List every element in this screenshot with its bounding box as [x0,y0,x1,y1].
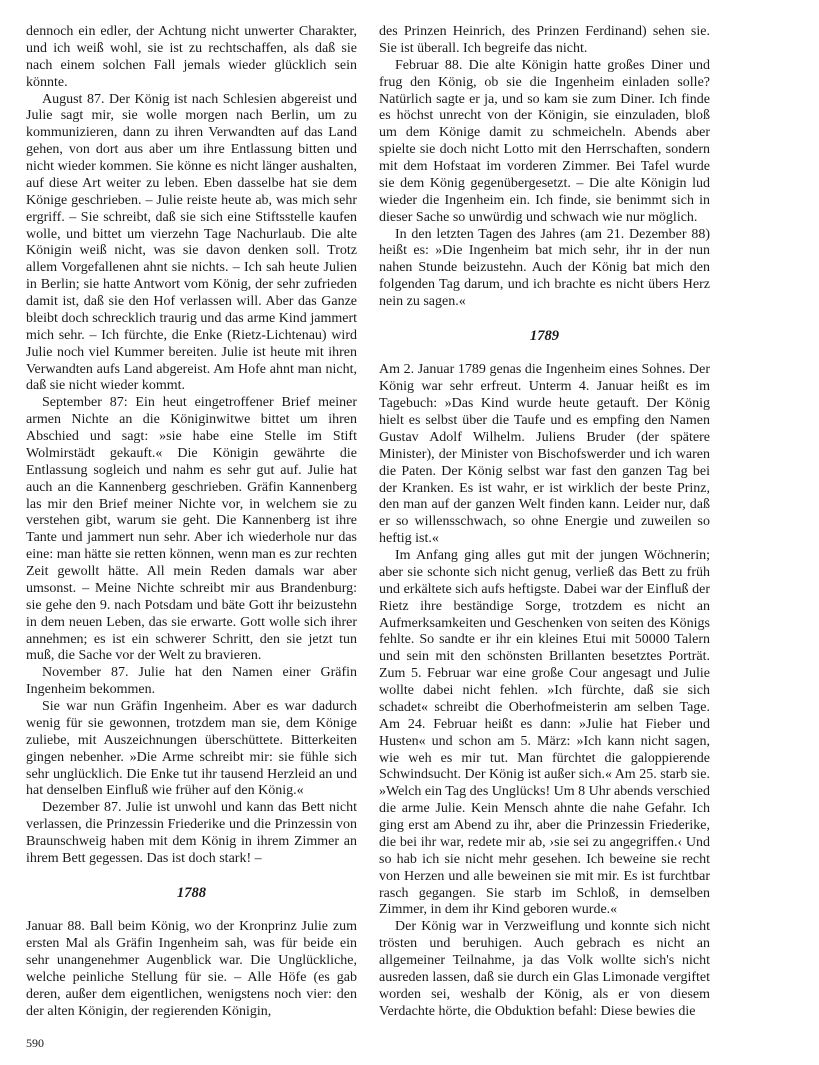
paragraph: Im Anfang ging alles gut mit der jungen Wöchnerin; aber sie schonte sich nicht genug, verließ das Bett zu früh und erkältete sich aufs heftigste. Dabei war der Einfluß der Rietz ihre beständige Sorge, trotzdem es nicht an Aufmerksamkeiten und Geschenken von seiten des Königs fehlte. So sandte er ihr ein kleines Etui mit 50000 Talern und sein mit den schönsten Brillanten besetztes Porträt. Zum 5. Februar war eine große Cour angesagt und Julie wollte dabei nicht fehlen. »Ich fürchte, daß sie sich schadet« schreibt die Oberhofmeisterin am selben Tage. Am 24. Februar heißt es dann: »Julie hat Fieber und Husten« und schon am 5. März: »Ich kann nicht sagen, wie weh es mir tut. Man fürchtet die galoppierende Schwindsucht. Der König ist außer sich.« Am 25. starb sie. »Welch ein Tag des Unglücks! Um 8 Uhr abends verschied die arme Julie. Kein Mensch ahnte die nahe Gefahr. Ich ging erst am Abend zu ihr, aber die Prinzessin Friederike, die bei ihr war, redete mir ab, ›sie sei zu angegriffen.‹ Und so hab ich sie nicht mehr gesehen. Ich beweine sie recht von Herzen und alle beweinen sie mit mir. Es ist furchtbar rasch gegangen. Sie starb im Schloß, in demselben Zimmer, in dem ihr Kind geboren wurde.« [379,548,710,918]
year-heading: 1788 [176,884,207,901]
paragraph: November 87. Julie hat den Namen einer Gräfin Ingenheim bekommen. [26,665,357,698]
page-number: 590 [26,1036,44,1050]
paragraph: In den letzten Tagen des Jahres (am 21. Dezember 88) heißt es: »Die Ingenheim bat mich sehr, ihr in der nun nahen Stunde beizustehn. Auch der König bat mich den folgenden Tag darum, und ich brachte es nicht übers Herz nein zu sagen.« [379,226,710,309]
paragraph: Der König war in Verzweiflung und konnte sich nicht trösten und beruhigen. Auch gebrach es nicht an allgemeiner Teilnahme, ja das Volk wollte sich's nicht ausreden lassen, daß sie durch ein Glas Limonade vergiftet worden sei, weshalb der König, als er von diesem Verdachte hörte, die Obduktion befahl: Diese bewies die [379,919,710,1019]
paragraph: September 87: Ein heut eingetroffener Brief meiner armen Nichte an die Königinwitwe bittet um ihren Abschied und sagt: »sie habe eine Stelle im Stift Wolmirstädt gekauft.« Die Königin gewährte die Entlassung sogleich und nahm es sehr gut auf. Julie hat auch an die Kannenberg geschrieben. Gräfin Kannenberg las mir den Brief meiner Nichte vor, in welchem sie zu verstehen gibt, warum sie geht. Die Kannenberg ist ihre Tante und jammert nun sehr. Aber ich wiederhole nur das eine: man hätte sie retten können, wenn man es zur rechten Zeit gewollt hätte. All mein Reden damals war aber umsonst. – Meine Nichte schreibt mir aus Brandenburg: sie gehe den 9. nach Potsdam und bäte Gott ihr beizustehn in dem neuen Leben, das sie erwarte. Gott wolle sich ihrer annehmen; es ist ein schwerer Schritt, den sie jetzt tun muß, die Sache vor der Welt zu bravieren. [26,395,357,664]
paragraph: Am 2. Januar 1789 genas die Ingenheim eines Sohnes. Der König war sehr erfreut. Unterm 4. Januar heißt es im Tagebuch: »Das Kind wurde heute getauft. Der König hielt es selbst über die Taufe und es empfing den Namen Gustav Adolf Wilhelm. Juliens Bruder (der spätere Minister), der Minister von Bischofswerder und ich waren die Paten. Der König selbst war fast den ganzen Tag bei der Kranken. Es ist wahr, er ist wirklich der beste Prinz, den man auf der ganzen Welt finden kann. Leider nur, daß er so willensschwach, so ohne Energie und zuweilen so heftig ist.« [379,362,710,547]
paragraph: Sie war nun Gräfin Ingenheim. Aber es war dadurch wenig für sie gewonnen, trotzdem man sie, dem Könige zuliebe, mit Auszeichnungen überschüttete. Bitterkeiten gingen nebenher. »Die Arme schreibt mir: sie fühle sich sehr unglücklich. Die Enke tut ihr tausend Herzleid an und hat denselben Einfluß wie früher auf den König.« [26,699,357,799]
paragraph: Januar 88. Ball beim König, wo der Kronprinz Julie zum ersten Mal als Gräfin Ingenheim sah, was für beide ein sehr unangenehmer Augenblick war. Die Unglückliche, welche peinliche Stellung für sie. – Alle Höfe (es gab deren, außer dem eigentlichen, wenigstens noch vier: den der alten Königin, der regierenden Königin, [26,919,357,1019]
paragraph: Februar 88. Die alte Königin hatte großes Diner und frug den König, ob sie die Ingenheim einladen solle? Natürlich sagte er ja, und so kam sie zum Diner. Ich finde es höchst unrecht von der Königin, sie einzuladen, bloß um dem Könige damit zu schmeicheln. Abends aber spielte sie doch nicht Lotto mit den Herrschaften, sondern mit dem Hofstaat im vorderen Zimmer. Bei Tafel wurde sie dem König gegenübergesetzt. – Die alte Königin lud wieder die Ingenheim ein. Ich finde, sie benimmt sich in dieser Sache so unwürdig und schwach wie nur möglich. [379,57,710,225]
paragraph: des Prinzen Heinrich, des Prinzen Ferdinand) sehen sie. Sie ist überall. Ich begreife das nicht. [379,24,710,56]
right-column [379,24,710,1021]
year-heading: 1789 [529,327,560,344]
paragraph: Dezember 87. Julie ist unwohl und kann das Bett nicht verlassen, die Prinzessin Friederike und die Prinzessin von Braunschweig haben mit dem König in ihrem Zimmer an ihrem Bett gegessen. Das ist doch stark! – [26,800,357,866]
paragraph: dennoch ein edler, der Achtung nicht unwerter Charakter, und ich weiß wohl, sie ist zu rechtschaffen, als daß sie nach einem solchen Fall jemals wieder glücklich sein könnte. [26,24,357,90]
left-column [26,24,357,1021]
paragraph: August 87. Der König ist nach Schlesien abgereist und Julie sagt mir, sie wolle morgen nach Berlin, um zu kommunizieren, dann zu ihren Verwandten auf das Land gehen, von dort aus aber um ihre Entlassung bitten und nicht wieder kommen. Sie könne es nicht länger aushalten, auf diese Art weiter zu leben. Eben dasselbe hat sie dem Könige geschrieben. – Julie reiste heute ab, was mich sehr ergriff. – Sie schreibt, daß sie sich eine Stiftsstelle kaufen wolle, und bittet um vierzehn Tage Nachurlaub. Die alte Königin weiß nicht, was sie davon denken soll. Trotz allem Vorgefallenen ahnt sie nichts. – Ich sah heute Julien in Berlin; sie hatte Antwort vom König, der sehr zufrieden damit ist, daß sie den Hof verlassen will. Aber das Ganze bleibt doch schrecklich traurig und das arme Kind jammert mich sehr. – Ich fürchte, die Enke (Rietz-Lichtenau) wird Julie noch viel Kummer bereiten. Julie ist heute mit ihren Verwandten aufs Land abgereist. Am Hofe ahnt man nicht, daß sie nicht wieder kommt. [26,91,357,394]
